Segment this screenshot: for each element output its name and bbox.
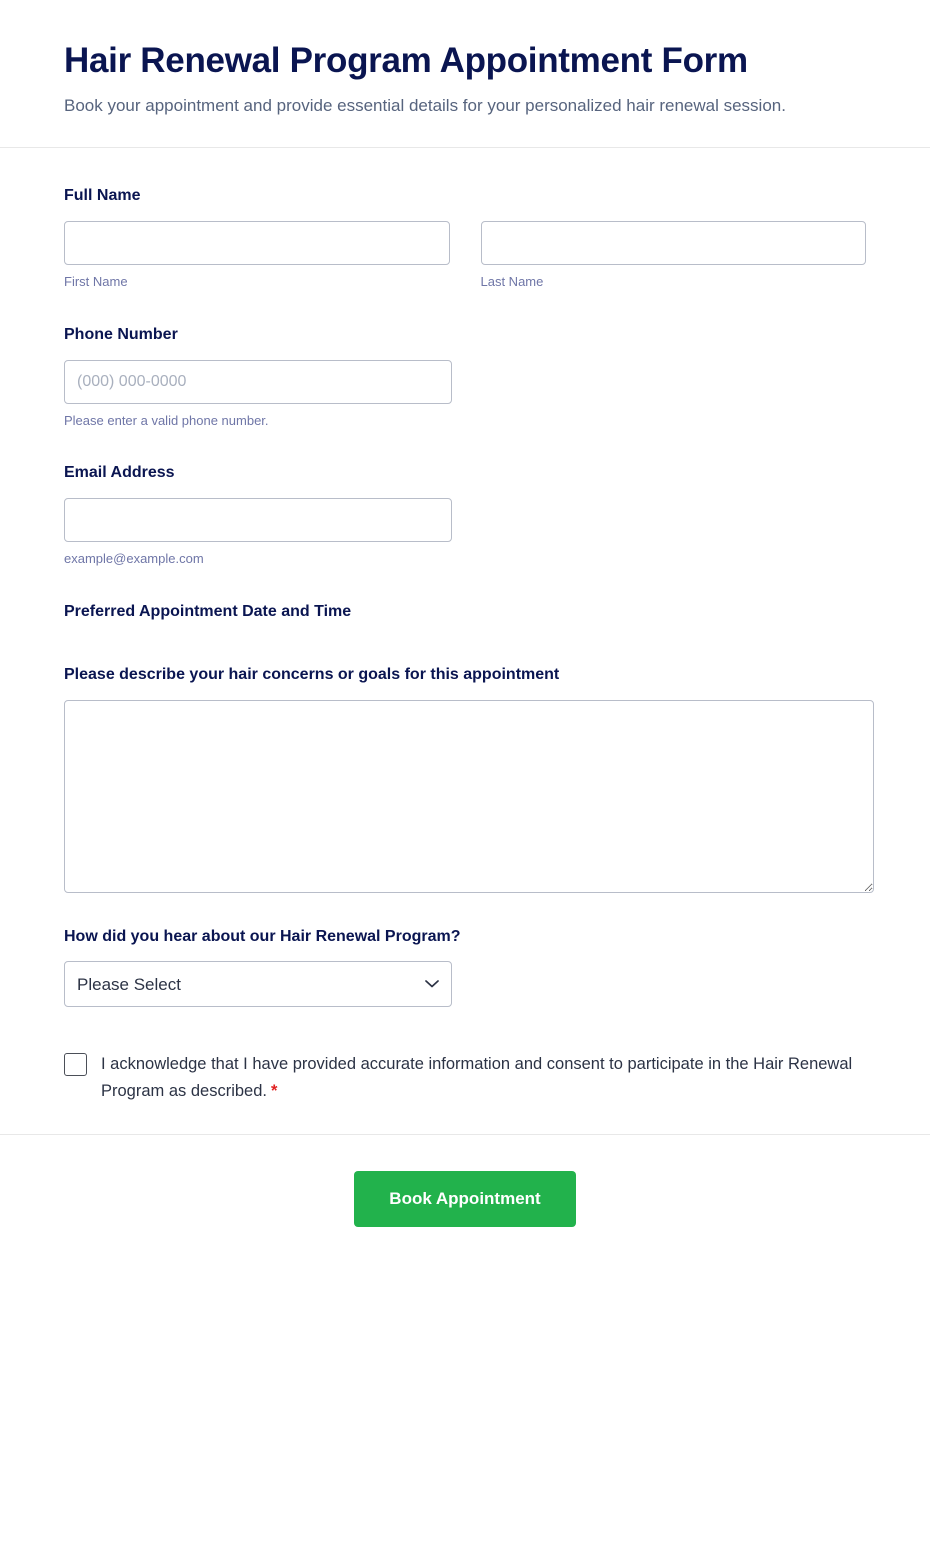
required-marker: * bbox=[271, 1081, 278, 1100]
consent-text: I acknowledge that I have provided accurate information and consent to participate in the Hair Renewal Program as described. bbox=[101, 1055, 853, 1100]
form-header bbox=[0, 0, 930, 148]
first-name-group bbox=[64, 221, 450, 291]
field-hair-concerns bbox=[64, 665, 866, 893]
full-name-row bbox=[64, 221, 866, 291]
email-field[interactable] bbox=[64, 498, 452, 542]
appointment-datetime-label: Preferred Appointment Date and Time bbox=[64, 603, 352, 621]
field-email-address bbox=[64, 463, 866, 568]
form-body bbox=[0, 148, 930, 1134]
email-address-sublabel: example@example.com bbox=[64, 551, 204, 567]
field-appointment-datetime bbox=[64, 602, 866, 623]
form-footer bbox=[0, 1134, 930, 1271]
email-address-label: Email Address bbox=[64, 464, 175, 482]
book-appointment-button[interactable]: Book Appointment bbox=[354, 1171, 576, 1227]
field-phone-number bbox=[64, 325, 866, 430]
consent-label bbox=[101, 1051, 854, 1104]
field-full-name bbox=[64, 186, 866, 291]
referral-source-select-wrap bbox=[64, 961, 452, 1007]
referral-source-select[interactable] bbox=[64, 961, 452, 1007]
last-name-input[interactable] bbox=[481, 221, 867, 265]
last-name-group bbox=[481, 221, 867, 291]
first-name-sublabel: First Name bbox=[64, 273, 128, 289]
last-name-sublabel: Last Name bbox=[480, 273, 544, 289]
consent-checkbox[interactable] bbox=[64, 1053, 87, 1076]
field-referral-source bbox=[64, 927, 866, 1008]
phone-number-sublabel: Please enter a valid phone number. bbox=[64, 412, 269, 428]
phone-number-input[interactable] bbox=[64, 360, 452, 404]
referral-source-label: How did you hear about our Hair Renewal Program? bbox=[64, 927, 461, 945]
first-name-input[interactable] bbox=[64, 221, 450, 265]
consent-row bbox=[64, 1051, 854, 1104]
phone-number-label: Phone Number bbox=[64, 325, 178, 343]
hair-concerns-label: Please describe your hair concerns or goals for this appointment bbox=[64, 665, 560, 683]
full-name-label: Full Name bbox=[64, 187, 141, 205]
hair-concerns-textarea[interactable] bbox=[64, 700, 874, 893]
page-subtitle: Book your appointment and provide essential details for your personalized hair renewal session. bbox=[64, 95, 786, 115]
page-title: Hair Renewal Program Appointment Form bbox=[64, 41, 748, 80]
